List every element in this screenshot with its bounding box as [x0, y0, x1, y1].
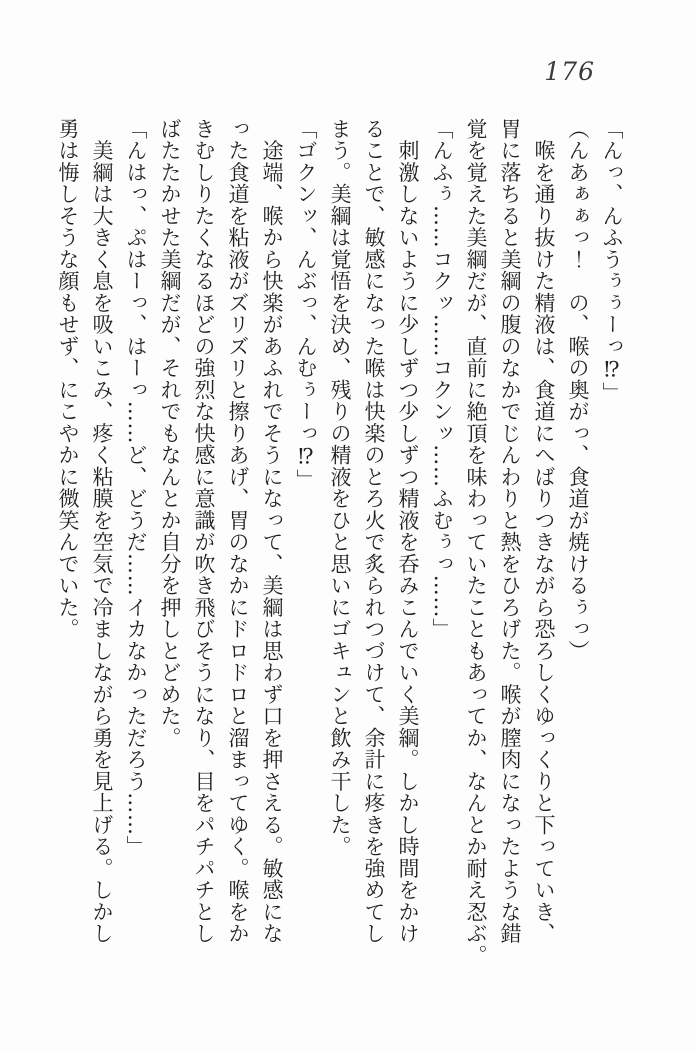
text-block: [51, 118, 629, 967]
page-number: 176: [544, 57, 595, 86]
text-line: 刺激しないように少しずつ少しずつ精液を呑みこんでいく美綱。しかし時間をかけ: [396, 118, 420, 945]
text-line: 「んっ、んふうぅぅーっ⁉」: [600, 118, 624, 404]
text-line: 「んふぅ……コクッ……コクンッ……ふむぅっ……」: [430, 118, 454, 640]
text-line: 喉を通り抜けた精液は、食道にへばりつきながら恐ろしくゆっくりと下っていき、: [532, 118, 556, 945]
text-line: 「んはっ、ぷはーっ、はーっ……ど、どうだ……イカなかっただろう……」: [124, 118, 148, 858]
text-line: 覚を覚えた美綱だが、直前に絶頂を味わっていたこともあってか、なんとか耐え忍ぶ。: [464, 118, 488, 967]
text-line: 胃に落ちると美綱の腹のなかでじんわりと熱をひろげた。喉が膣肉になったような錯: [498, 118, 522, 945]
text-line: った食道を粘液がズリズリと擦りあげ、胃のなかにドロドロと溜まってゆく。喉をか: [226, 118, 250, 945]
text-line: 勇は悔しそうな顔もせず、にこやかに微笑んでいた。: [56, 118, 80, 640]
text-line: ることで、敏感になった喉は快楽のとろ火で炙られつづけて、余計に疼きを強めてし: [362, 118, 386, 945]
text-line: 「ゴクンッ、んぶっ、んむぅーっ⁉」: [294, 118, 318, 491]
text-line: きむしりたくなるほどの強烈な快感に意識が吹き飛びそうになり、目をパチパチとし: [192, 118, 216, 945]
text-line: 途端、喉から快楽があふれでそうになって、美綱は思わず口を押さえる。敏感にな: [260, 118, 284, 945]
text-line: まう。美綱は覚悟を決め、残りの精液をひと思いにゴキュンと飲み干した。: [328, 118, 352, 858]
text-line: ばたたかせた美綱だが、それでもなんとか自分を押しとどめた。: [158, 118, 182, 749]
text-line: （んあぁぁっ！ の、喉の奥がっ、食道が焼けるぅっ）: [566, 118, 590, 662]
text-line: 美綱は大きく息を吸いこみ、疼く粘膜を空気で冷ましながら勇を見上げる。しかし: [90, 118, 114, 945]
